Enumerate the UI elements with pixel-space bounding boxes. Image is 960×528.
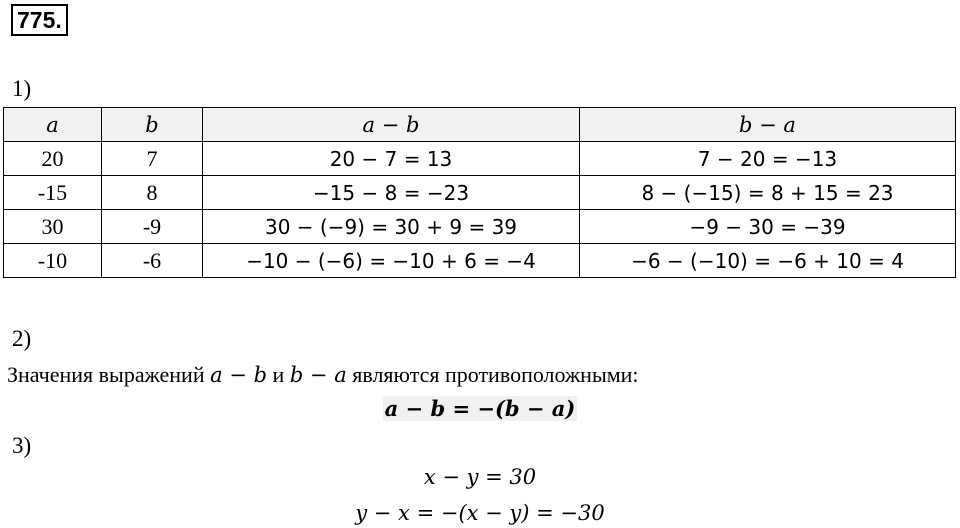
- cell-a: -15: [4, 176, 102, 210]
- cell-b-minus-a: −6 − (−10) = −6 + 10 = 4: [580, 244, 956, 278]
- cell-b-minus-a: 8 − (−15) = 8 + 15 = 23: [580, 176, 956, 210]
- part2-and: и: [267, 362, 290, 387]
- cell-a-minus-b: 20 − 7 = 13: [203, 142, 580, 176]
- cell-a: -10: [4, 244, 102, 278]
- cell-b: 8: [102, 176, 203, 210]
- cell-b-minus-a: −9 − 30 = −39: [580, 210, 956, 244]
- part1-label: 1): [12, 76, 32, 101]
- equation-x-minus-y: x − y = 30: [423, 465, 537, 489]
- cell-b: -6: [102, 244, 203, 278]
- expr-a-minus-b: a − b: [210, 363, 268, 387]
- part3-label: 3): [12, 433, 32, 458]
- part2-label: 2): [12, 326, 32, 351]
- part3-eq1-line: [0, 464, 960, 490]
- cell-a-minus-b: 30 − (−9) = 30 + 9 = 39: [203, 210, 580, 244]
- table-row: [4, 142, 956, 176]
- opposite-formula: a − b = −(b − a): [384, 396, 576, 421]
- cell-a: 20: [4, 142, 102, 176]
- cell-b: 7: [102, 142, 203, 176]
- header-b: b: [102, 108, 203, 142]
- table-row: [4, 210, 956, 244]
- part2-formula-line: [0, 396, 960, 422]
- header-b-minus-a: b − a: [580, 108, 956, 142]
- part2-text-before: Значения выражений: [7, 362, 211, 387]
- cell-a-minus-b: −10 − (−6) = −10 + 6 = −4: [203, 244, 580, 278]
- table-header-row: [4, 108, 956, 142]
- equation-y-minus-x: y − x = −(x − y) = −30: [355, 501, 605, 525]
- cell-b-minus-a: 7 − 20 = −13: [580, 142, 956, 176]
- table-row: [4, 176, 956, 210]
- expr-b-minus-a: b − a: [289, 363, 347, 387]
- difference-table: [3, 107, 956, 278]
- part2-statement: [7, 362, 639, 388]
- cell-b: -9: [102, 210, 203, 244]
- part3-eq2-line: [0, 500, 960, 526]
- cell-a-minus-b: −15 − 8 = −23: [203, 176, 580, 210]
- problem-number: 775.: [11, 4, 68, 36]
- cell-a: 30: [4, 210, 102, 244]
- header-a: a: [4, 108, 102, 142]
- table-row: [4, 244, 956, 278]
- header-a-minus-b: a − b: [203, 108, 580, 142]
- part2-text-after: являются противоположными:: [346, 362, 639, 387]
